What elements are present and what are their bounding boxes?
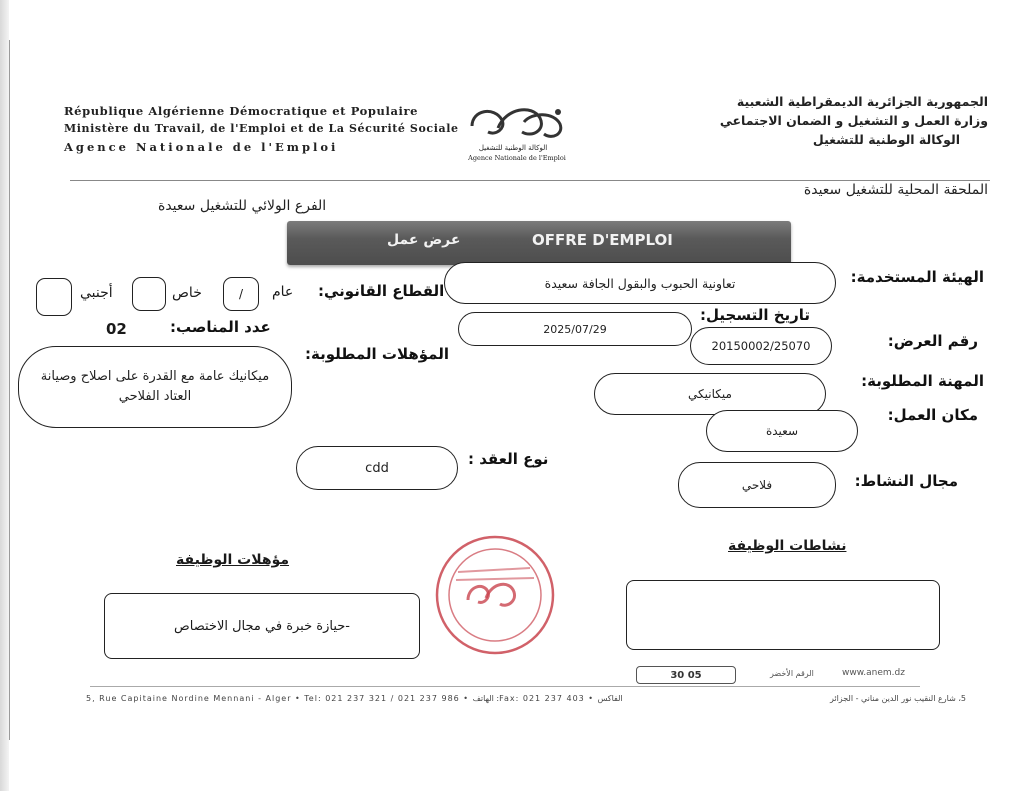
banner-title-fr: OFFRE D'EMPLOI: [532, 231, 673, 249]
registration-date-label: تاريخ التسجيل:: [700, 306, 811, 324]
footer-address-fr: 5, Rue Capitaine Nordine Mennani - Alger • Tel: 021 237 321 / 021 237 986 • الهاتف :Fax: 021 237 403 • الفاكس: [86, 694, 623, 703]
sector-foreign-label: أجنبي: [80, 285, 113, 301]
header-fr-line1: République Algérienne Démocratique et Populaire: [64, 104, 419, 118]
qualifications-field: ميكانيك عامة مع القدرة على اصلاح وصيانة العتاد الفلاحي: [18, 346, 292, 428]
job-qualifications-box: -حيازة خبرة في مجال الاختصاص: [104, 593, 420, 659]
job-activities-title: نشاطات الوظيفة: [728, 538, 847, 554]
footer-website: www.anem.dz: [842, 668, 905, 678]
header-ar-line2: وزارة العمل و التشغيل و الضمان الاجتماعي: [719, 113, 988, 128]
activity-field: فلاحي: [678, 462, 836, 508]
workplace-label: مكان العمل:: [887, 406, 978, 424]
activity-label: مجال النشاط:: [854, 472, 958, 490]
workplace-field: سعيدة: [706, 410, 858, 452]
footer-green-number-label: الرقم الأخضر: [770, 669, 814, 678]
red-stamp-icon: [430, 530, 560, 660]
header-ar-line1: الجمهورية الجزائرية الديمقراطية الشعبية: [736, 94, 988, 109]
footer-address-ar: 5، شارع النقيب نور الدين مناني - الجزائر: [829, 694, 966, 703]
sector-public-label: عام: [272, 284, 294, 300]
job-activities-box: [626, 580, 940, 650]
legal-sector-label: القطاع القانوني:: [318, 282, 445, 300]
banner-title-ar: عرض عمل: [387, 232, 461, 248]
profession-label: المهنة المطلوبة:: [861, 372, 984, 390]
offer-number-label: رقم العرض:: [887, 332, 978, 350]
sector-private-label: خاص: [172, 285, 202, 301]
offer-number-field: 20150002/25070: [690, 327, 832, 365]
header-fr-line2: Ministère du Travail, de l'Emploi et de La Sécurité Sociale: [64, 122, 459, 135]
wilaya-branch: الفرع الولائي للتشغيل سعيدة: [158, 198, 327, 214]
anem-logo: [462, 98, 572, 164]
positions-label: عدد المناصب:: [170, 318, 271, 336]
employer-label: الهيئة المستخدمة:: [850, 268, 984, 286]
header-fr-line3: Agence Nationale de l'Emploi: [64, 140, 339, 154]
positions-value: 02: [106, 320, 127, 338]
scan-border-line: [9, 40, 10, 740]
local-office: الملحقة المحلية للتشغيل سعيدة: [803, 182, 988, 198]
offer-banner: [287, 221, 791, 265]
header-divider: [70, 180, 990, 181]
job-qualifications-title: مؤهلات الوظيفة: [176, 552, 290, 568]
registration-date-field: 2025/07/29: [458, 312, 692, 346]
profession-field: ميكانيكي: [594, 373, 826, 415]
contract-label: نوع العقد :: [468, 450, 549, 468]
sector-public-checkbox[interactable]: /: [223, 277, 259, 311]
logo-text-ar: الوكالة الوطنية للتشغيل: [478, 144, 548, 152]
header-ar-line3: الوكالة الوطنية للتشغيل: [812, 132, 960, 147]
sector-private-checkbox[interactable]: [132, 277, 166, 311]
qualifications-label: المؤهلات المطلوبة:: [305, 345, 450, 363]
footer-divider: [90, 686, 920, 687]
anem-logo-icon: [462, 98, 572, 148]
scan-edge: [0, 0, 9, 791]
employer-field: تعاونية الحبوب والبقول الجافة سعيدة: [444, 262, 836, 304]
sector-foreign-checkbox[interactable]: [36, 278, 72, 316]
logo-text-fr: Agence Nationale de l'Emploi: [468, 154, 566, 162]
contract-field: cdd: [296, 446, 458, 490]
footer-green-number: 30 05: [636, 666, 736, 684]
